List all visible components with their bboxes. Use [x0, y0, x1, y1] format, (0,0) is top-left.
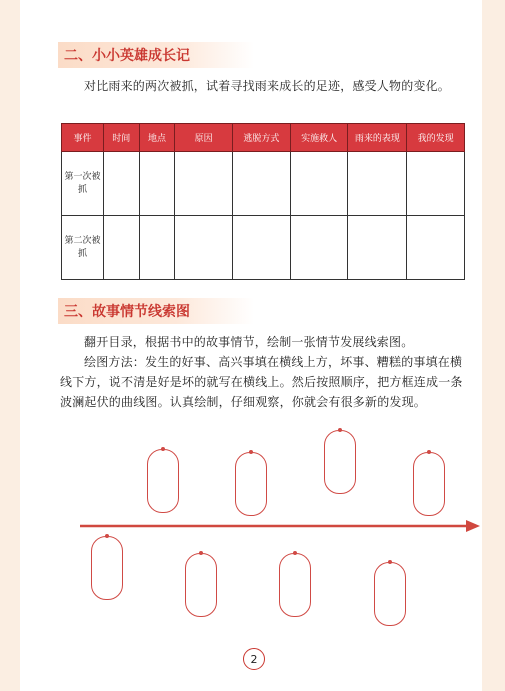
table-cell[interactable]: [348, 216, 407, 280]
plot-box-below[interactable]: [374, 562, 406, 626]
table-header-cell: 实施救人: [290, 124, 348, 152]
table-header-cell: 我的发现: [407, 124, 465, 152]
row-label-second-capture: 第二次被抓: [62, 216, 104, 280]
table-header-cell: 地点: [139, 124, 175, 152]
section-3-para-1: 翻开目录，根据书中的故事情节，绘制一张情节发展线索图。: [84, 335, 414, 349]
row-label-first-capture: 第一次被抓: [62, 152, 104, 216]
record-table: [61, 123, 465, 280]
plot-box-above[interactable]: [413, 452, 445, 516]
table-header-cell: 逃脱方式: [233, 124, 291, 152]
table-cell[interactable]: [139, 152, 175, 216]
table-cell[interactable]: [103, 152, 139, 216]
section-3-title: 三、故事情节线索图: [58, 298, 254, 324]
table-row: [62, 152, 465, 216]
page: [20, 0, 482, 691]
section-3-para-2: 绘图方法：发生的好事、高兴事填在横线上方，坏事、糟糕的事填在横线下方，说不清是好是坏的就写在横线上。然后按照顺序，把方框连成一条波澜起伏的曲线图。认真绘制，仔细观察，你就会有很多新的发现。: [60, 355, 463, 409]
table-cell[interactable]: [233, 216, 291, 280]
table-cell[interactable]: [175, 216, 233, 280]
table-header-row: [62, 124, 465, 152]
table-cell[interactable]: [290, 216, 348, 280]
box-dot: [199, 551, 203, 555]
box-dot: [427, 450, 431, 454]
timeline-arrow: [80, 519, 480, 533]
plot-box-below[interactable]: [279, 553, 311, 617]
section-2-intro: 对比雨来的两次被抓，试着寻找雨来成长的足迹，感受人物的变化。: [84, 79, 451, 93]
plot-box-below[interactable]: [91, 536, 123, 600]
box-dot: [338, 428, 342, 432]
table-cell[interactable]: [407, 216, 465, 280]
table-header-cell: 时间: [103, 124, 139, 152]
section-2-title: 二、小小英雄成长记: [58, 42, 254, 68]
table-cell[interactable]: [407, 152, 465, 216]
table-cell[interactable]: [103, 216, 139, 280]
table-header-cell: 雨来的表现: [348, 124, 407, 152]
table-cell[interactable]: [233, 152, 291, 216]
plot-box-above[interactable]: [235, 452, 267, 516]
plot-box-above[interactable]: [147, 449, 179, 513]
box-dot: [161, 447, 165, 451]
plot-box-above[interactable]: [324, 430, 356, 494]
plot-box-below[interactable]: [185, 553, 217, 617]
box-dot: [249, 450, 253, 454]
table-cell[interactable]: [139, 216, 175, 280]
box-dot: [293, 551, 297, 555]
table-cell[interactable]: [290, 152, 348, 216]
page-number: 2: [243, 648, 265, 670]
table-cell[interactable]: [348, 152, 407, 216]
table-header-cell: 事件: [62, 124, 104, 152]
table-row: [62, 216, 465, 280]
table-header-cell: 原因: [175, 124, 233, 152]
box-dot: [105, 534, 109, 538]
box-dot: [388, 560, 392, 564]
table-cell[interactable]: [175, 152, 233, 216]
